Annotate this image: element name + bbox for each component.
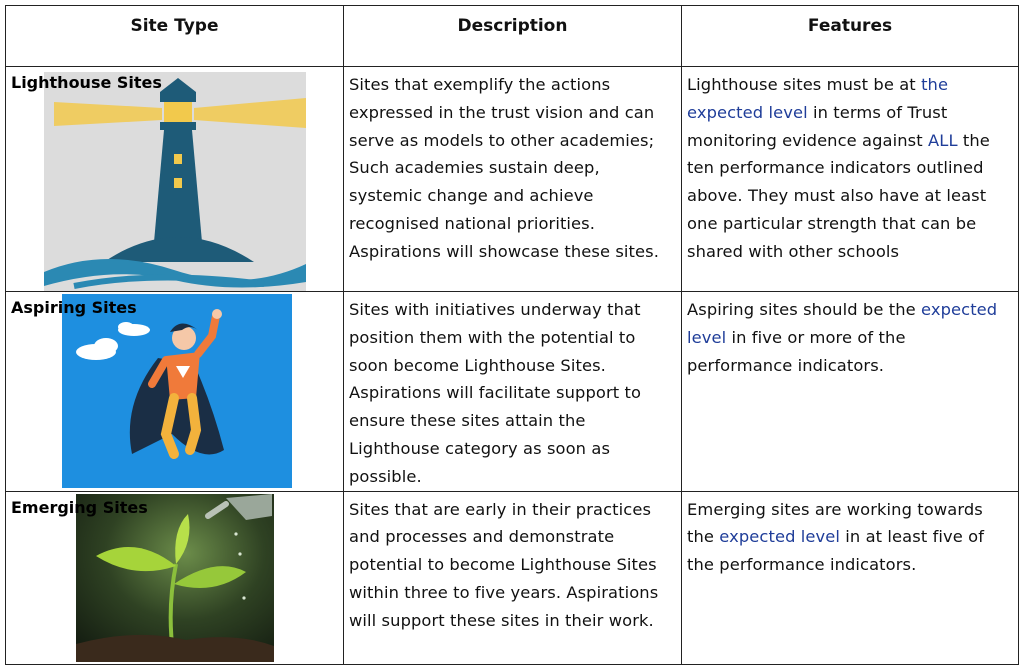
description-cell <box>344 491 682 664</box>
features-cell <box>682 292 1019 492</box>
highlight-text: expected level <box>719 527 840 547</box>
lighthouse-icon <box>44 72 306 292</box>
header-description: Description <box>344 6 682 67</box>
description-text: Sites with initiatives underway that position them with the potential to soon become Lighthouse Sites. Aspirations will facilitate support to ensure these sites attain the Lighthouse category as soon as possible. <box>349 300 642 486</box>
site-type-label: Aspiring Sites <box>11 298 137 317</box>
features-text: Lighthouse sites must be at the expected level in terms of Trust monitoring evidence against ALL the ten performance indicators outlined above. They must also have at least one particular strength that can be shared with other schools <box>687 75 990 261</box>
features-cell <box>682 491 1019 664</box>
features-text: Aspiring sites should be the expected level in five or more of the performance indicators. <box>687 300 998 375</box>
description-cell <box>344 292 682 492</box>
header-site-type: Site Type <box>6 6 344 67</box>
table-row-lighthouse <box>6 67 1019 292</box>
site-type-label: Lighthouse Sites <box>11 73 162 92</box>
description-text: Sites that exemplify the actions expressed in the trust vision and can serve as models to other academies; Such academies sustain deep, systemic change and achieve recognised national priorities. Aspirations will showcase these sites. <box>349 75 659 261</box>
features-cell <box>682 67 1019 292</box>
header-features: Features <box>682 6 1019 67</box>
site-type-cell <box>6 292 344 492</box>
site-type-cell <box>6 491 344 664</box>
seedling-icon <box>76 494 274 662</box>
site-types-table <box>5 5 1019 665</box>
highlight-text: expected level <box>687 300 998 347</box>
description-text: Sites that are early in their practices and processes and demonstrate potential to become Lighthouse Sites within three to five years. Aspirations will support these sites in their work. <box>349 499 659 630</box>
site-type-cell <box>6 67 344 292</box>
superhero-icon <box>62 294 292 488</box>
site-type-label: Emerging Sites <box>11 497 148 517</box>
table-row-aspiring <box>6 292 1019 492</box>
table-row-emerging <box>6 491 1019 664</box>
description-cell <box>344 67 682 292</box>
highlight-text: the expected level <box>687 75 949 122</box>
features-text: Emerging sites are working towards the expected level in at least five of the performance indicators. <box>687 499 985 575</box>
header-row <box>6 6 1019 67</box>
highlight-text: ALL <box>928 130 958 150</box>
